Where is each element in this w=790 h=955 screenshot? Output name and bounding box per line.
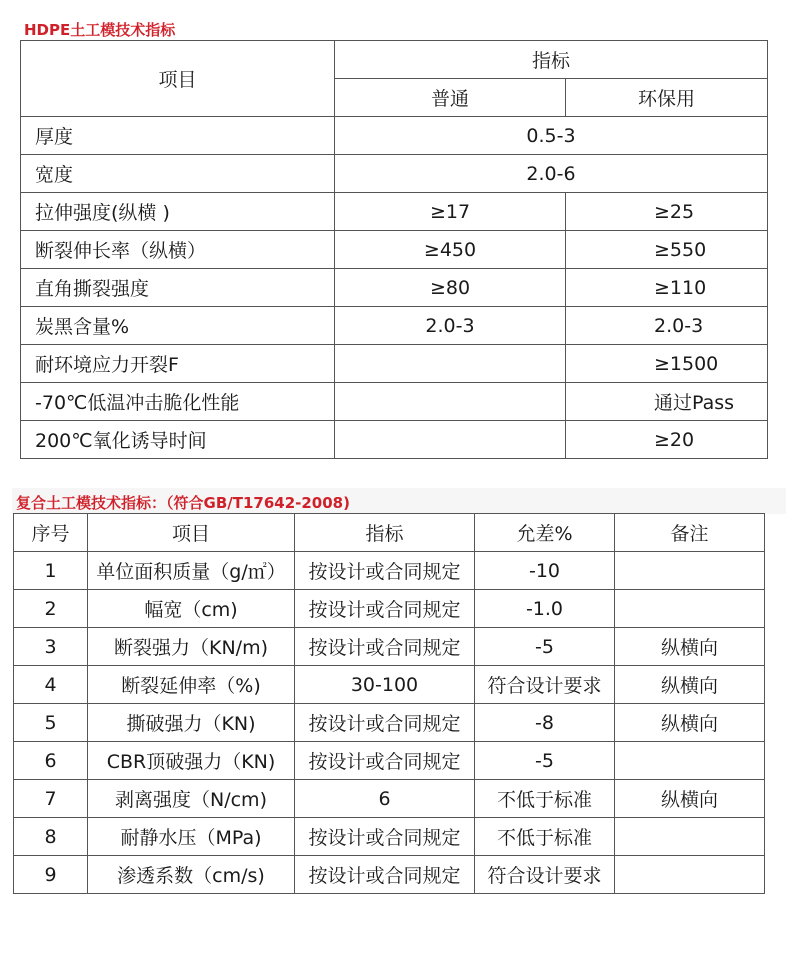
table-row (21, 193, 768, 231)
row-note (615, 590, 765, 628)
row-index-value: 按设计或合同规定 (295, 818, 475, 856)
row-number: 7 (14, 780, 88, 818)
row-eco-value: ≥110 (566, 269, 768, 307)
row-item-label: 断裂强力（KN/m) (88, 628, 295, 666)
row-note: 纵横向 (615, 666, 765, 704)
row-note (615, 856, 765, 894)
row-index-value: 6 (295, 780, 475, 818)
row-item-label: 断裂延伸率（%) (88, 666, 295, 704)
row-item-label: 断裂伸长率（纵横） (21, 231, 335, 269)
row-normal-value: ≥17 (335, 193, 566, 231)
row-index-value: 按设计或合同规定 (295, 742, 475, 780)
table-row (21, 383, 768, 421)
row-value: 0.5-3 (335, 117, 768, 155)
row-item-label: 幅宽（cm) (88, 590, 295, 628)
row-index-value: 按设计或合同规定 (295, 628, 475, 666)
row-tolerance-value: -5 (475, 742, 615, 780)
table-row (21, 307, 768, 345)
row-number: 2 (14, 590, 88, 628)
row-number: 3 (14, 628, 88, 666)
row-index-value: 30-100 (295, 666, 475, 704)
table-row (14, 590, 765, 628)
composite-header-note: 备注 (615, 514, 765, 552)
row-note: 纵横向 (615, 704, 765, 742)
row-item-label: 耐静水压（MPa) (88, 818, 295, 856)
row-number: 9 (14, 856, 88, 894)
hdpe-header-eco: 环保用 (566, 79, 768, 117)
row-tolerance-value: -1.0 (475, 590, 615, 628)
row-item-label: 撕破强力（KN) (88, 704, 295, 742)
row-tolerance-value: 符合设计要求 (475, 856, 615, 894)
row-number: 8 (14, 818, 88, 856)
table-row (21, 231, 768, 269)
row-number: 4 (14, 666, 88, 704)
row-normal-value (335, 383, 566, 421)
row-eco-value: ≥1500 (566, 345, 768, 383)
row-note: 纵横向 (615, 628, 765, 666)
row-normal-value (335, 345, 566, 383)
row-index-value: 按设计或合同规定 (295, 704, 475, 742)
row-index-value: 按设计或合同规定 (295, 590, 475, 628)
composite-table-body (14, 514, 765, 894)
table-row (14, 742, 765, 780)
row-tolerance-value: 不低于标准 (475, 780, 615, 818)
table-row (21, 155, 768, 193)
row-index-value: 按设计或合同规定 (295, 552, 475, 590)
row-item-label: 宽度 (21, 155, 335, 193)
table-row (14, 628, 765, 666)
row-item-label: 炭黑含量% (21, 307, 335, 345)
hdpe-spec-table (20, 40, 768, 459)
row-eco-value: 2.0-3 (566, 307, 768, 345)
row-number: 1 (14, 552, 88, 590)
row-eco-value: ≥25 (566, 193, 768, 231)
row-index-value: 按设计或合同规定 (295, 856, 475, 894)
row-note (615, 742, 765, 780)
row-normal-value: ≥450 (335, 231, 566, 269)
table-row (14, 818, 765, 856)
hdpe-header-item: 项目 (21, 41, 335, 117)
row-note (615, 818, 765, 856)
row-item-label: CBR顶破强力（KN) (88, 742, 295, 780)
hdpe-header-row (21, 41, 768, 79)
table-row (14, 856, 765, 894)
table-row (21, 421, 768, 459)
table-row (21, 269, 768, 307)
hdpe-header-index: 指标 (335, 41, 768, 79)
row-tolerance-value: -5 (475, 628, 615, 666)
row-eco-value: ≥550 (566, 231, 768, 269)
row-item-label: 渗透系数（cm/s) (88, 856, 295, 894)
table-row (14, 780, 765, 818)
composite-header-row (14, 514, 765, 552)
composite-header-item: 项目 (88, 514, 295, 552)
row-value: 2.0-6 (335, 155, 768, 193)
row-eco-value: 通过Pass (566, 383, 768, 421)
row-normal-value: ≥80 (335, 269, 566, 307)
row-item-label: 单位面积质量（g/㎡） (88, 552, 295, 590)
row-eco-value: ≥20 (566, 421, 768, 459)
composite-spec-table (13, 513, 765, 894)
hdpe-section-title: HDPE土工模技术指标 (24, 21, 176, 39)
row-item-label: 200℃氧化诱导时间 (21, 421, 335, 459)
row-item-label: 直角撕裂强度 (21, 269, 335, 307)
composite-header-index: 指标 (295, 514, 475, 552)
row-item-label: 拉伸强度(纵横 ) (21, 193, 335, 231)
table-row (21, 117, 768, 155)
table-row (14, 552, 765, 590)
row-number: 5 (14, 704, 88, 742)
table-row (21, 345, 768, 383)
row-note (615, 552, 765, 590)
row-item-label: 剥离强度（N/cm) (88, 780, 295, 818)
row-item-label: 耐环境应力开裂F (21, 345, 335, 383)
composite-header-no: 序号 (14, 514, 88, 552)
row-tolerance-value: -10 (475, 552, 615, 590)
hdpe-table-body (21, 41, 768, 459)
table-row (14, 704, 765, 742)
composite-section-title: 复合土工模技术指标：（符合GB/T17642-2008) (16, 494, 350, 512)
row-tolerance-value: 不低于标准 (475, 818, 615, 856)
row-tolerance-value: 符合设计要求 (475, 666, 615, 704)
row-number: 6 (14, 742, 88, 780)
row-normal-value (335, 421, 566, 459)
row-item-label: 厚度 (21, 117, 335, 155)
composite-header-tolerance: 允差% (475, 514, 615, 552)
hdpe-header-normal: 普通 (335, 79, 566, 117)
row-note: 纵横向 (615, 780, 765, 818)
row-normal-value: 2.0-3 (335, 307, 566, 345)
row-tolerance-value: -8 (475, 704, 615, 742)
row-item-label: -70℃低温冲击脆化性能 (21, 383, 335, 421)
table-row (14, 666, 765, 704)
